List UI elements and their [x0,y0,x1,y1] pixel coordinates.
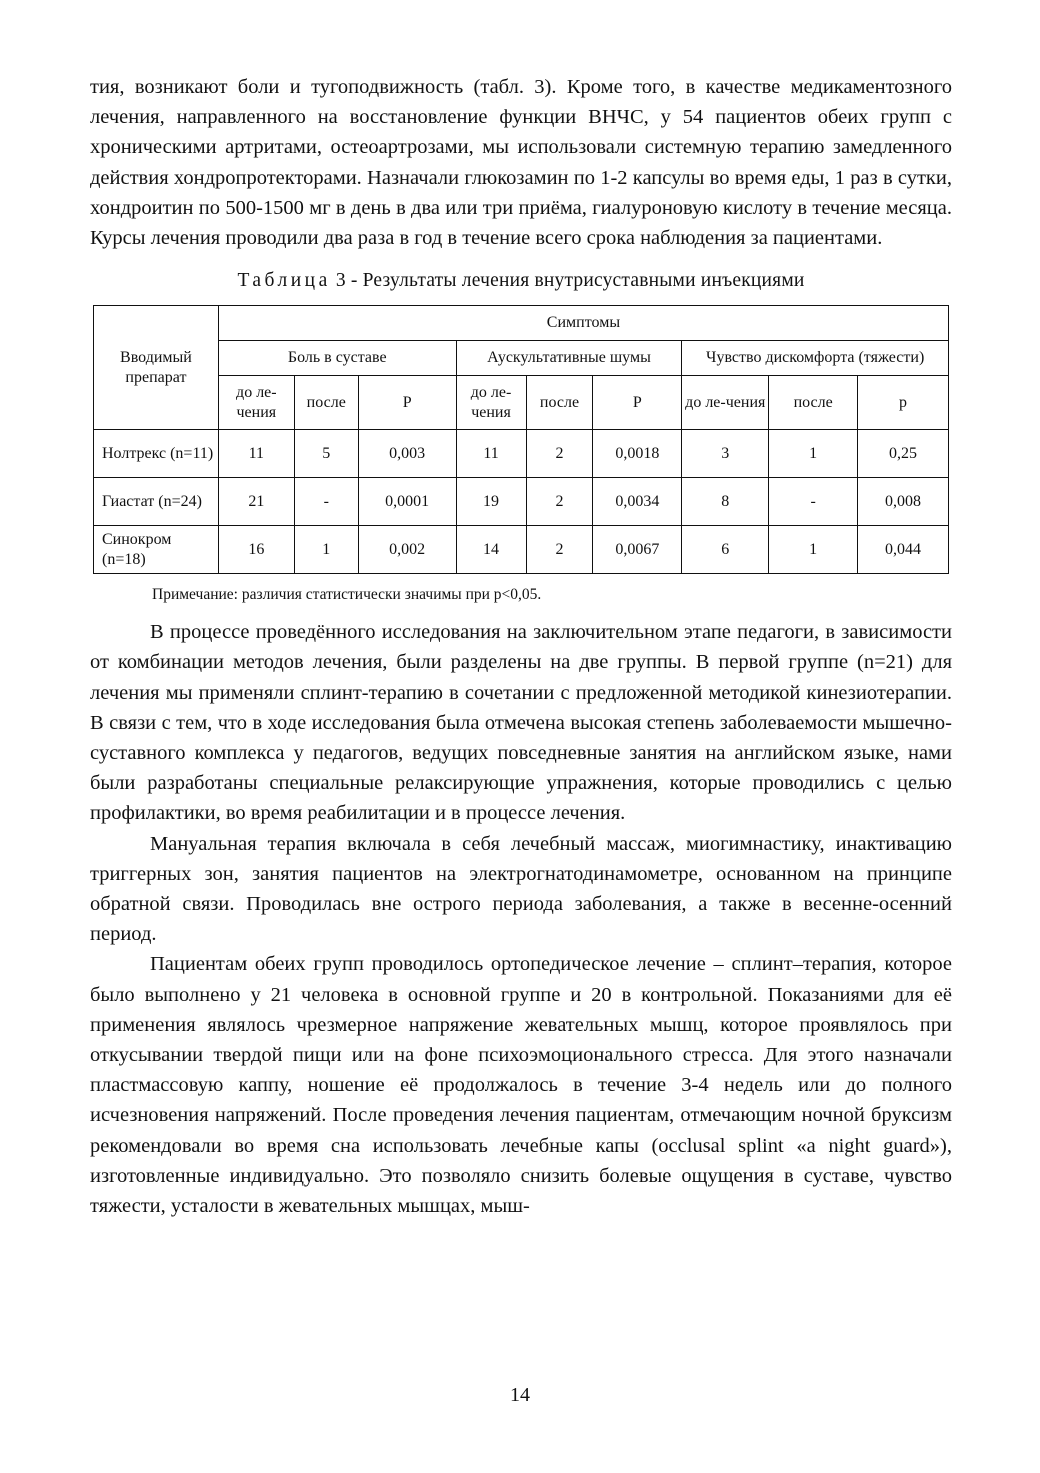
table-cell: 0,0001 [358,478,456,526]
table-cell: 0,0067 [593,526,682,574]
table-cell: 0,044 [858,526,949,574]
header-group-discomfort: Чувство дискомфорта (тяжести) [682,341,949,376]
table-cell: 11 [218,430,294,478]
table-cell: 1 [294,526,358,574]
subheader-p: P [593,376,682,430]
table-cell: 2 [526,430,593,478]
table-cell: 0,0034 [593,478,682,526]
subheader-before: до ле-чения [682,376,769,430]
table-cell: 14 [456,526,526,574]
subheader-p: p [858,376,949,430]
table-cell: 2 [526,526,593,574]
table-cell: 8 [682,478,769,526]
table-cell: 1 [769,526,858,574]
table-cell: 2 [526,478,593,526]
table-caption [90,270,952,292]
subheader-after: после [294,376,358,430]
table-cell: 3 [682,430,769,478]
header-drug: Вводимый препарат [94,306,219,430]
drug-name: Нолтрекс (n=11) [94,430,219,478]
drug-name: Гиастат (n=24) [94,478,219,526]
subheader-before: до ле-чения [456,376,526,430]
table-cell: 5 [294,430,358,478]
header-group-noise: Аускультативные шумы [456,341,682,376]
table-cell: - [769,478,858,526]
table-cell: - [294,478,358,526]
table-cell: 0,003 [358,430,456,478]
table-cell: 0,25 [858,430,949,478]
table-caption-text: 3 - Результаты лечения внутрисуставными инъекциями [335,270,805,292]
table-cell: 1 [769,430,858,478]
paragraph-manual-therapy: Мануальная терапия включала в себя лечебный массаж, миогимнастику, инактивацию триггерных зон, занятия пациентов на электрогнатодинамометре, основанном на принципе обратной связи. Проводилась вне острого периода заболевания, а также в весенне-осенний период. [90,832,952,946]
table-cell: 19 [456,478,526,526]
paragraph-splint-therapy: Пациентам обеих групп проводилось ортопедическое лечение – сплинт–терапия, которое было выполнено у 21 человека в основной группе и 20 в контрольной. Показаниями для её применения являлось чрезмерное напряжение жевательных мышц, которое проявлялось при откусывании твердой пищи или на фоне психоэмоционального стресса. Для этого назначали пластмассовую каппу, ношение её продолжалось в течение 3-4 недель или до полного исчезновения напряжений. После проведения лечения пациентам, отмечающим ночной бруксизм рекомендовали во время сна использовать лечебные капы (occlusal splint «a night guard»), изготовленные индивидуально. Это позволяло снизить болевые ощущения в суставе, чувство тяжести, усталости в жевательных мышцах, мыш- [90,953,952,1218]
table-cell: 0,008 [858,478,949,526]
table-cell: 11 [456,430,526,478]
table-cell: 21 [218,478,294,526]
page-number: 14 [510,1384,530,1406]
table-note: Примечание: различия статистически значимы при p<0,05. [152,586,542,604]
table-cell: 6 [682,526,769,574]
subheader-after: после [526,376,593,430]
results-table [93,305,949,574]
header-symptoms: Симптомы [218,306,948,341]
table-row [94,478,949,526]
table-caption-word: Таблица [237,270,331,292]
page-body [90,72,952,1221]
subheader-before: до ле-чения [218,376,294,430]
table-cell: 0,002 [358,526,456,574]
subheader-after: после [769,376,858,430]
paragraph-groups: В процессе проведённого исследования на заключительном этапе педагоги, в зависимости от комбинации методов лечения, были разделены на две группы. В первой группе (n=21) для лечения мы применяли сплинт-терапию в сочетании с предложенной методикой кинезиотерапии. В связи с тем, что в ходе исследования была отмечена высокая степень заболеваемости мышечно-суставного комплекса у педагогов, ведущих повседневные занятия на английском языке, нами были разработаны специальные релаксирующие упражнения, которые проводились с целью профилактики, во время реабилитации и в процессе лечения. [90,621,952,825]
table-cell: 16 [218,526,294,574]
drug-name: Синокром (n=18) [94,526,219,574]
table-cell: 0,0018 [593,430,682,478]
paragraph-intro: тия, возникают боли и тугоподвижность (табл. 3). Кроме того, в качестве медикаментозного лечения, направленного на восстановление функции ВНЧС, у 54 пациентов обеих групп с хроническими артритами, остеоартрозами, мы использовали системную терапию замедленного действия хондропротекторами. Назначали глюкозамин по 1-2 капсулы во время еды, 1 раз в сутки, хондроитин по 500-1500 мг в день в два или три приёма, гиалуроновую кислоту в течение месяца. Курсы лечения проводили два раза в год в течение всего срока наблюдения за пациентами. [90,76,952,250]
header-group-pain: Боль в суставе [218,341,456,376]
table-row [94,526,949,574]
table-row [94,430,949,478]
subheader-p: P [358,376,456,430]
